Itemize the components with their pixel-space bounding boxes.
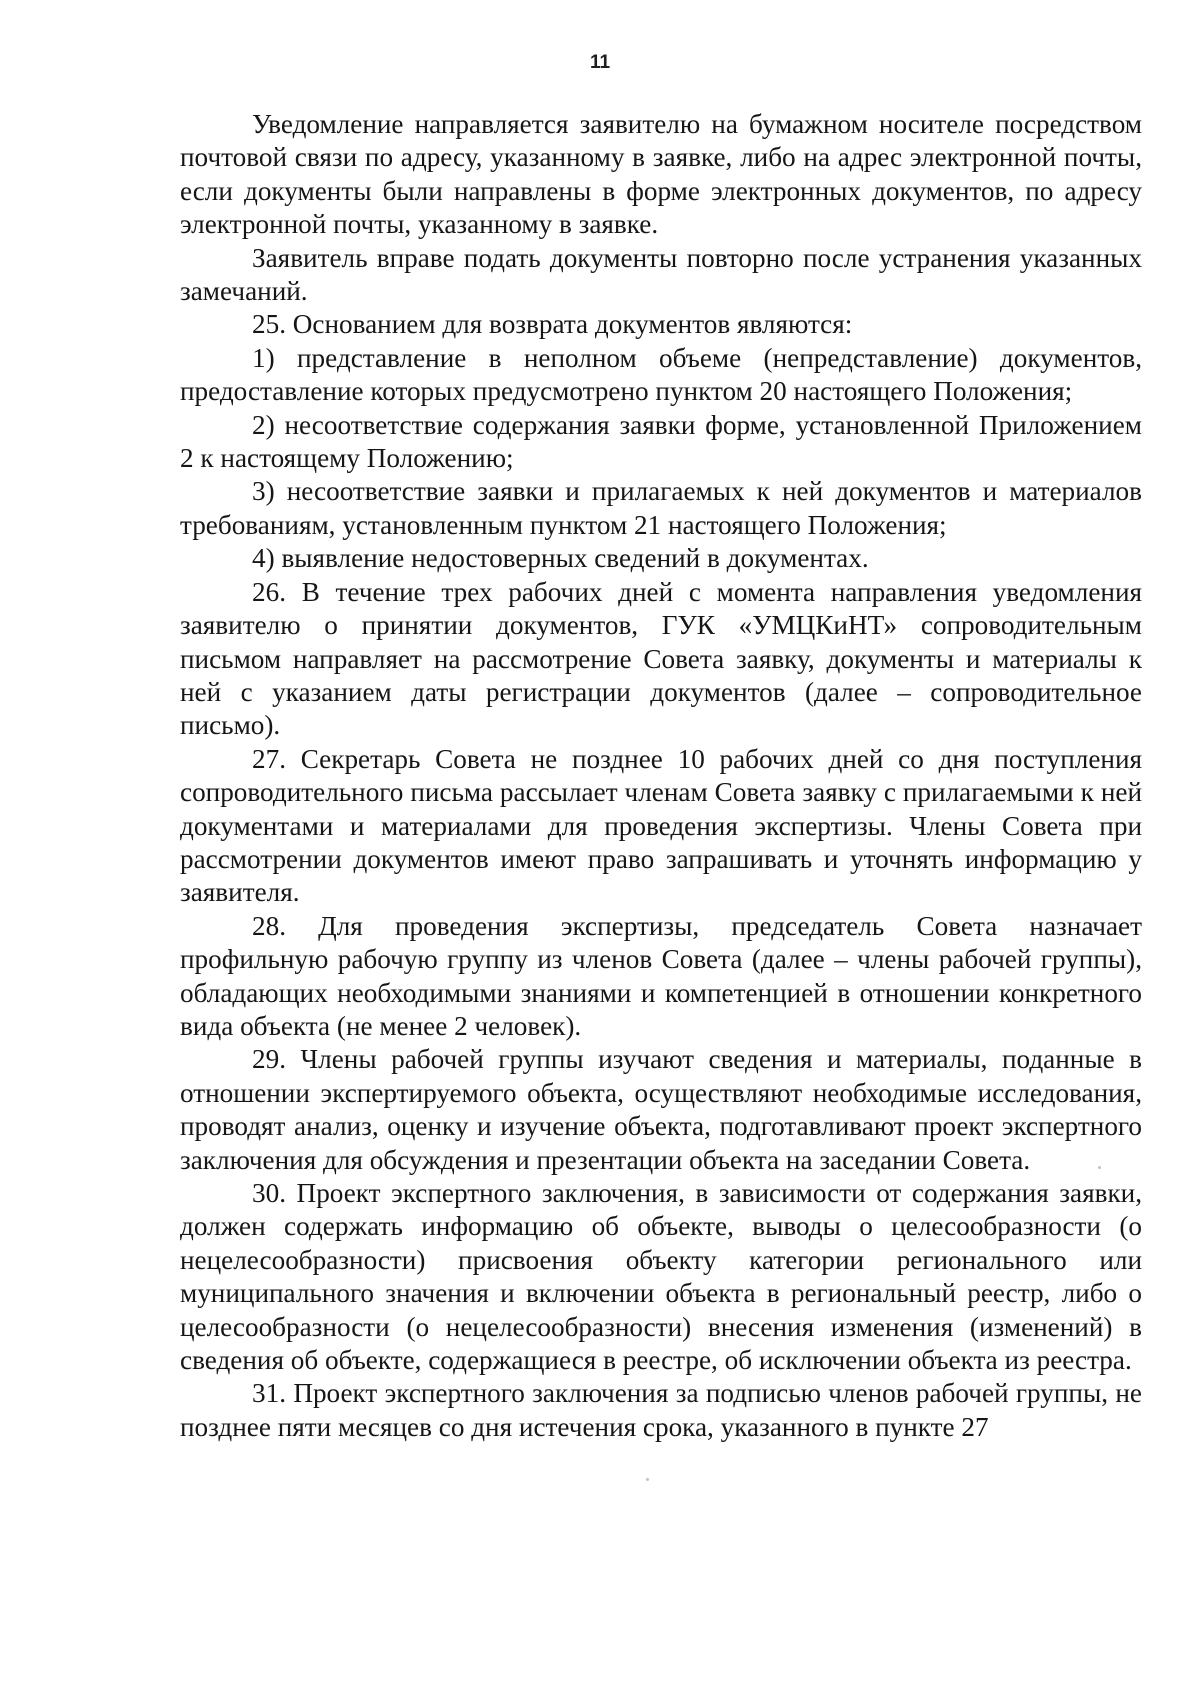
paragraph-25-item-4: 4) выявление недостоверных сведений в документах. — [252, 543, 869, 574]
paragraph-30: 30. Проект экспертного заключения, в зависимости от содержания заявки, должен содержать информацию об объекте, выводы о целесообразности (о нецелесообразности) присвоения объекту категории регионального или муниципального значения и включении объекта в региональный реестр, либо о целесообразности (о нецелесообразности) внесения изменения (изменений) в сведения об объекте, содержащиеся в реестре, об исключении объекта из реестра. — [180, 1178, 1142, 1376]
page-number: 11 — [589, 52, 611, 73]
paragraph-notification: Уведомление направляется заявителю на бумажном носителе посредством почтовой связи по адресу, указанному в заявке, либо на адрес электронной почты, если документы были направлены в форме электронных документов, по адресу электронной почты, указанному в заявке. — [180, 109, 1142, 240]
paragraph-25-item-2: 2) несоответствие содержания заявки форме, установленной Приложением 2 к настоящему Положению; — [180, 409, 1142, 474]
paragraph-resubmit: Заявитель вправе подать документы повторно после устранения указанных замечаний. — [180, 242, 1142, 307]
document-body — [180, 108, 1142, 1444]
paragraph-31: 31. Проект экспертного заключения за подписью членов рабочей группы, не позднее пяти месяцев со дня истечения срока, указанного в пункте 27 — [180, 1378, 1142, 1442]
paragraph-25-item-3: 3) несоответствие заявки и прилагаемых к ней документов и материалов требованиям, установленным пунктом 21 настоящего Положения; — [180, 476, 1142, 540]
scan-speck — [646, 1478, 649, 1481]
scan-speck — [1098, 1166, 1101, 1169]
paragraph-25: 25. Основанием для возврата документов являются: — [252, 309, 853, 340]
paragraph-25-item-1: 1) представление в неполном объеме (непредставление) документов, предоставление которых предусмотрено пунктом 20 настоящего Положения; — [180, 342, 1142, 407]
paragraph-28: 28. Для проведения экспертизы, председатель Совета назначает профильную рабочую группу из членов Совета (далее – члены рабочей группы), обладающих необходимыми знаниями и компетенцией в отношении конкретного вида объекта (не менее 2 человек). — [180, 910, 1142, 1041]
paragraph-27: 27. Секретарь Совета не позднее 10 рабочих дней со дня поступления сопроводительного письма рассылает членам Совета заявку с прилагаемыми к ней документами и материалами для проведения экспертизы. Члены Совета при рассмотрении документов имеют право запрашивать и уточнять информацию у заявителя. — [180, 743, 1142, 908]
paragraph-29: 29. Члены рабочей группы изучают сведения и материалы, поданные в отношении экспертируемого объекта, осуществляют необходимые исследования, проводят анализ, оценку и изучение объекта, подготавливают проект экспертного заключения для обсуждения и презентации объекта на заседании Совета. — [180, 1044, 1142, 1175]
paragraph-26: 26. В течение трех рабочих дней с момента направления уведомления заявителю о принятии документов, ГУК «УМЦКиНТ» сопроводительным письмом направляет на рассмотрение Совета заявку, документы и материалы к ней с указанием даты регистрации документов (далее – сопроводительное письмо). — [180, 576, 1142, 741]
